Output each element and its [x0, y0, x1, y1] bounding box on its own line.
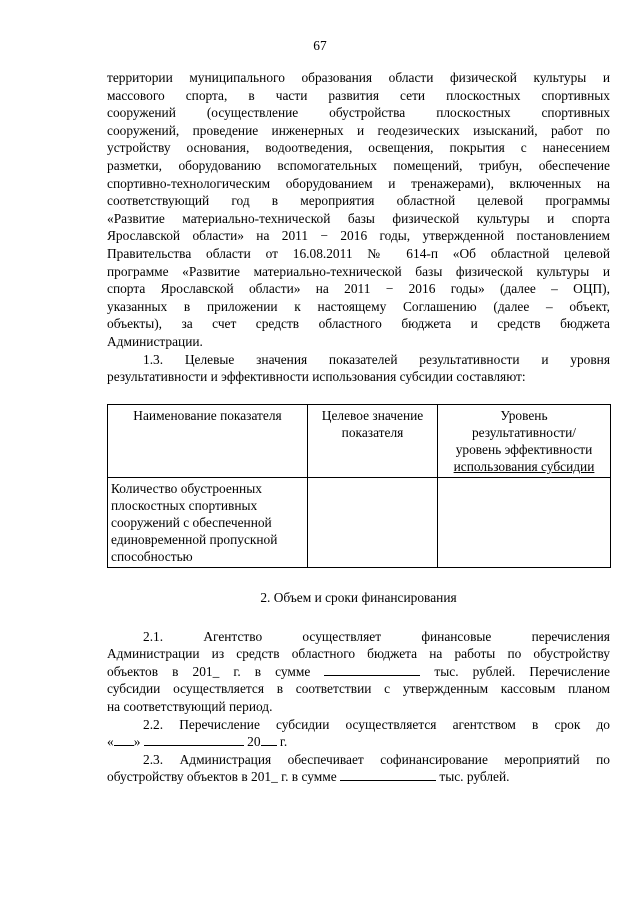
text-line: сооружений, проведение инженерных и геодезических изысканий, работ по: [107, 122, 610, 138]
text-line: спорта Ярославской области» на 2011 − 2016 годы» (далее – ОЦП),: [107, 281, 610, 297]
text-line: Администрации из средств областного бюджета на работы по обустройству: [107, 646, 610, 662]
table-row: [108, 477, 611, 567]
amount-blank: [324, 663, 420, 676]
text-line: [107, 733, 610, 751]
year-blank: [261, 733, 277, 746]
text-fragment: г.: [279, 734, 288, 750]
text-fragment: 20: [247, 734, 261, 750]
cell-line: сооружений с обеспеченной: [111, 514, 272, 530]
header-line: использования субсидии: [453, 458, 595, 474]
header-line: Наименование показателя: [133, 407, 282, 423]
text-line: массового спорта, в части развития сети плоскостных спортивных: [107, 87, 610, 103]
header-line: уровень эффективности: [455, 441, 593, 457]
paragraph-1: [107, 69, 610, 351]
text-line: Правительства области от 16.08.2011 № 614-п «Об областной целевой: [107, 245, 610, 261]
text-line: 2.2. Перечисление субсидии осуществляется агентством в срок до: [143, 716, 610, 732]
table-header-row: [108, 404, 611, 477]
text-line: спортивно-технологическим оборудованием и тренажерами), включенных на: [107, 175, 610, 191]
text-line: объекты), за счет средств областного бюджета и средств бюджета: [107, 316, 610, 332]
text-fragment: тыс. рублей.: [439, 769, 510, 785]
text-line: [107, 663, 610, 681]
amount-blank: [340, 768, 436, 781]
text-line: устройству основания, водоотведения, освещения, покрытия с нанесением: [107, 140, 610, 156]
text-line: результативности и эффективности использования субсидии составляют:: [107, 369, 526, 385]
text-fragment: «: [107, 734, 114, 750]
text-line: разметки, оборудованию вспомогательных помещений, трибун, обеспечение: [107, 157, 610, 173]
month-blank: [144, 733, 244, 746]
text-fragment: тыс. рублей. Перечисление: [434, 663, 610, 679]
text-line: субсидии осуществляется в соответствии с утвержденным кассовым планом: [107, 681, 610, 697]
text-line: 1.3. Целевые значения показателей результативности и уровня: [143, 351, 610, 367]
text-line: сооружений (осуществление обустройства плоскостных спортивных: [107, 105, 610, 121]
text-line: [107, 768, 610, 786]
header-cell-level: [438, 404, 611, 477]
indicators-table: [107, 404, 611, 568]
cell-line: единовременной пропускной: [111, 531, 278, 547]
header-line: показателя: [341, 424, 404, 440]
text-line: соответствующий год в мероприятия областной целевой программы: [107, 193, 610, 209]
header-cell-target-value: [308, 404, 438, 477]
header-line: Целевое значение: [321, 407, 424, 423]
text-line: указанных в приложении к настоящему Соглашению (далее – объект,: [107, 298, 610, 314]
text-line: «Развитие материально-технической базы физической культуры и спорта: [107, 210, 610, 226]
text-fragment: перечисления: [531, 628, 610, 644]
cell-line: способностью: [111, 548, 193, 564]
paragraph-2-1: [107, 628, 610, 716]
text-line: Администрации.: [107, 333, 203, 349]
page-number: 67: [313, 38, 327, 53]
text-line: программе «Развитие материально-технической базы физической культуры и: [107, 263, 610, 279]
header-cell-indicator-name: [108, 404, 308, 477]
text-fragment: осуществляет: [302, 628, 382, 644]
row-cell-target-value: [308, 477, 438, 567]
row-cell-level: [438, 477, 611, 567]
text-fragment: финансовые: [421, 628, 492, 644]
document-body: [107, 69, 610, 786]
section-2-title: 2. Объем и сроки финансирования: [260, 589, 457, 605]
text-line: территории муниципального образования области физической культуры и: [107, 70, 610, 85]
text-fragment: »: [133, 734, 141, 750]
paragraph-2-3: [107, 751, 610, 786]
text-fragment: объектов в 201_ г. в сумме: [107, 663, 311, 679]
day-blank: [114, 733, 134, 746]
text-line: на соответствующий период.: [107, 699, 273, 715]
text-line: Ярославской области» на 2011 − 2016 годы, утвержденной постановлением: [107, 228, 610, 244]
paragraph-2-2: [107, 716, 610, 751]
header-line: результативности/: [471, 424, 577, 440]
header-line: Уровень: [500, 407, 548, 423]
cell-line: плоскостных спортивных: [111, 497, 258, 513]
cell-line: Количество обустроенных: [111, 480, 262, 496]
text-line: [107, 628, 610, 646]
text-fragment: 2.1.: [143, 628, 164, 644]
text-fragment: обустройству объектов в 201_ г. в сумме: [107, 769, 337, 785]
row-cell-indicator-name: [108, 477, 308, 567]
text-line: 2.3. Администрация обеспечивает софинансирование мероприятий по: [143, 751, 610, 767]
text-fragment: Агентство: [203, 628, 263, 644]
paragraph-1-3: [107, 351, 610, 386]
